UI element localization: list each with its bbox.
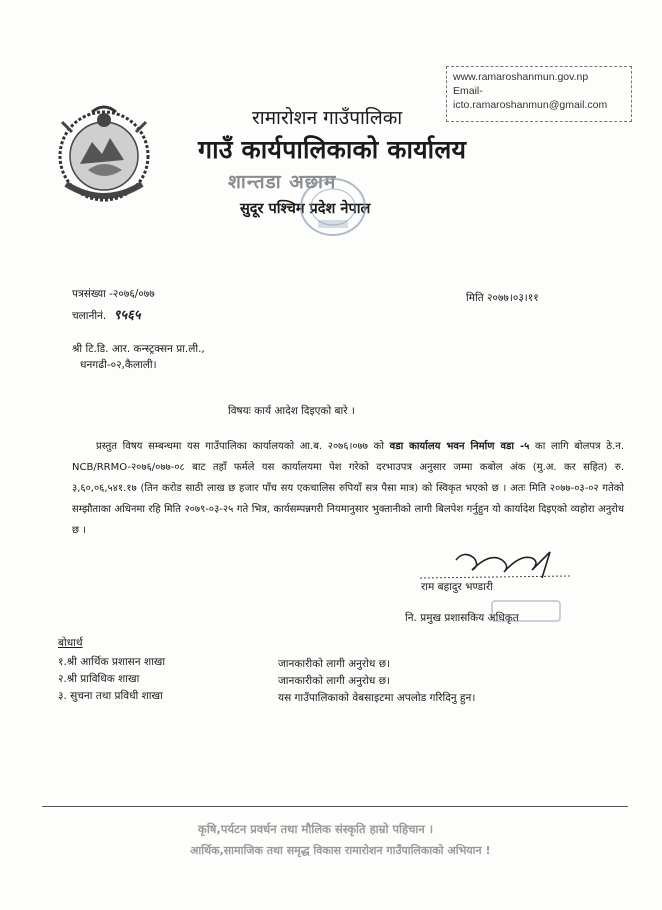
office-location: शान्तडा अछाम	[228, 171, 337, 193]
cc-to-1: १.श्री आर्थिक प्रशासन शाखा	[58, 656, 166, 668]
cc-note-1: जानकारीको लागी अनुरोध छ।	[278, 658, 391, 670]
recipient-line-2: धनगढी-०२,कैलाली।	[80, 359, 157, 371]
letter-date: मिति २०७७।०३।११	[466, 292, 539, 304]
office-stamp-icon	[298, 176, 368, 238]
office-title: गाउँ कार्यपालिकाको कार्यालय	[198, 135, 467, 164]
cc-to-2: २.श्री प्राविधिक शाखा	[58, 673, 140, 685]
contact-box	[446, 66, 632, 122]
letter-number: पत्रसंख्या -२०७६/०७७	[72, 288, 155, 300]
subject-line: विषयः कार्य आदेश दिइएको बारे ।	[228, 405, 355, 417]
letter-body	[72, 436, 624, 541]
footer-motto-1: कृषि,पर्यटन प्रवर्धन तथा मौलिक संस्कृति हाम्रो पहिचान ।	[198, 822, 434, 836]
email-link[interactable]: icto.ramaroshanmun@gmail.com	[453, 99, 608, 111]
body-bold: वडा कार्यालय भवन निर्माण वडा -५	[389, 441, 530, 452]
cc-to-3: ३. सुचना तथा प्रविधी शाखा	[58, 690, 163, 702]
cc-note-2: जानकारीको लागी अनुरोध छ।	[278, 675, 391, 687]
website-link[interactable]: www.ramaroshanmun.gov.np	[453, 71, 589, 83]
cc-heading: बोधार्थ	[58, 637, 83, 649]
footer-motto-2: आर्थिक,सामाजिक तथा समृद्ध विकास रामारोशन गाउँपालिकाको अभियान !	[190, 844, 491, 857]
province-name: सुदूर पश्चिम प्रदेश नेपाल	[240, 201, 371, 217]
signatory-title: नि. प्रमुख प्रशासकिय अधिकृत	[405, 612, 519, 624]
dispatch-number: ९५६५	[113, 308, 141, 323]
recipient-line-1: श्री टि.डि. आर. कन्स्ट्रक्सन प्रा.ली.,	[72, 343, 205, 355]
dispatch-line	[72, 305, 141, 323]
dispatch-label: चलानीनं.	[72, 310, 107, 322]
footer-divider	[42, 806, 628, 807]
body-part-1: प्रस्तुत विषय सम्बन्धमा यस गाउँपालिका कार्यालयको आ.ब. २०७६।०७७ को	[96, 441, 390, 452]
nepal-emblem-icon	[52, 98, 157, 210]
municipality-name: रामारोशन गाउँपालिका	[252, 107, 403, 129]
email-label: Email-	[453, 85, 483, 97]
signatory-name: राम बहादुर भण्डारी	[421, 581, 493, 593]
cc-note-3: यस गाउँपालिकाको वेबसाइटमा अपलोड गरिदिनु हुन।	[278, 692, 476, 704]
body-part-2: का लागि बोलपत्र ठे.न. NCB/RRMO-२०७६/०७७-०८ बाट तहाँ फर्मले यस कार्यालयमा पेश गरेको दरभाउपत्र अनुसार जम्मा कबोल अंक (मु.अ. कर सहित) रु. ३,६०,०६,५४१.१७ (तिन करोड साठी लाख छ हजार पाँच सय एकचालिस रुपियाँ सत्र पैसा मात्र) को स्विकृत भएको छ । अतः मिति २०७७-०३-०२ गतेको सम्झौताका अधिनमा रहि मिति २०७९-०३-२५ गते भित्र, कार्यसम्पन्नगरी नियमानुसार भुक्तानीको लागी बिलपेश गर्नुहुन यो कार्यादेश दिइएको व्यहोरा अनुरोध छ ।	[72, 441, 624, 536]
